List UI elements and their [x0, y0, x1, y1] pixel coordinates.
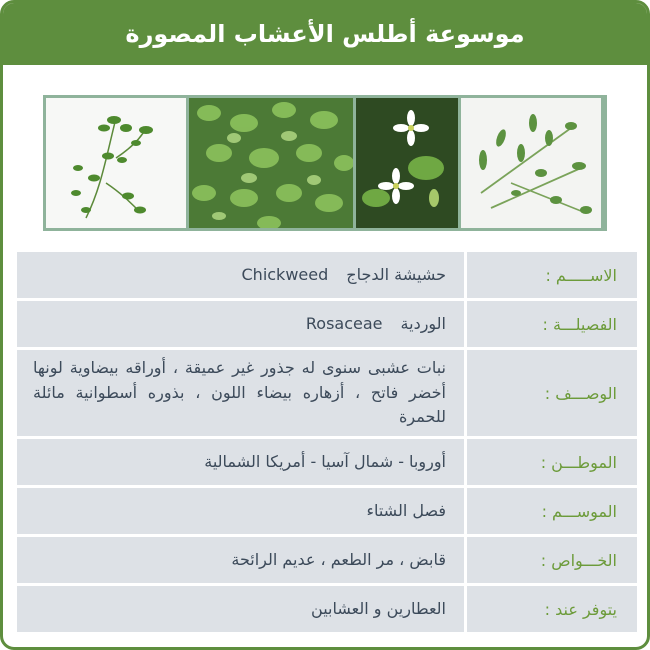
table-row — [17, 350, 637, 436]
chickweed-sprig-photo — [46, 98, 186, 228]
chickweed-stem-photo — [461, 98, 601, 228]
table-row — [17, 439, 637, 485]
table-row — [17, 586, 637, 632]
availability-value: العطارين و العشابين — [17, 586, 464, 632]
family-label: الفصيلـــة : — [467, 301, 637, 347]
latin-family: Rosaceae — [305, 313, 383, 333]
habitat-value: أوروبا - شمال آسيا - أمريكا الشمالية — [17, 439, 464, 485]
table-row — [17, 252, 637, 298]
page-title: موسوعة أطلس الأعشاب المصورة — [3, 3, 647, 65]
season-value: فصل الشتاء — [17, 488, 464, 534]
habitat-label: الموطـــن : — [467, 439, 637, 485]
latin-name: Chickweed — [241, 264, 329, 284]
herb-info-table — [17, 252, 637, 635]
description-label: الوصـــف : — [467, 350, 637, 436]
table-row — [17, 301, 637, 347]
properties-value: قابض ، مر الطعم ، عديم الرائحة — [17, 537, 464, 583]
description-value: نبات عشبى سنوى له جذور غير عميقة ، أوراقه بيضاوية لونها أخضر فاتح ، أزهاره بيضاء اللون ، بذوره أسطوانية مائلة للحمرة — [17, 350, 464, 436]
table-row — [17, 537, 637, 583]
chickweed-flower-photo — [356, 98, 458, 228]
family-value: الوردية Rosaceae — [17, 301, 464, 347]
chickweed-patch-photo — [189, 98, 353, 228]
season-label: الموســـم : — [467, 488, 637, 534]
photo-strip — [43, 95, 607, 231]
properties-label: الخـــواص : — [467, 537, 637, 583]
availability-label: يتوفر عند : — [467, 586, 637, 632]
name-value: حشيشة الدجاج Chickweed — [17, 252, 464, 298]
name-label: الاســـــم : — [467, 252, 637, 298]
table-row — [17, 488, 637, 534]
